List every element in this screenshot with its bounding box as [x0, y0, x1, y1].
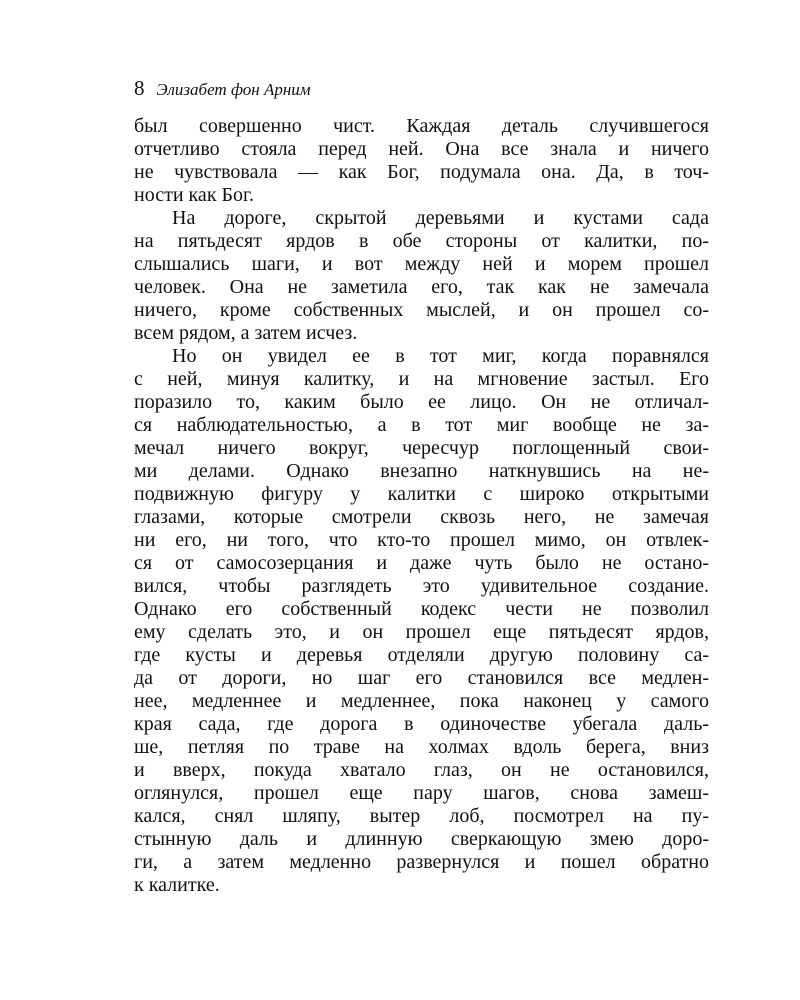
text-line: края сада, где дорога в одиночестве убегала даль-: [134, 713, 709, 735]
text-line: нее, медленнее и медленнее, пока наконец у самого: [134, 690, 709, 712]
text-line: ничего, кроме собственных мыслей, и он прошел со-: [134, 299, 709, 321]
text-line: поразило то, каким было ее лицо. Он не отличал-: [134, 391, 709, 413]
text-line: не чувствовала — как Бог, подумала она. Да, в точ-: [134, 161, 709, 183]
text-line: ги, а затем медленно развернулся и пошел обратно: [134, 851, 709, 873]
text-line: на пятьдесят ярдов в обе стороны от калитки, по-: [134, 230, 709, 252]
text-line: ему сделать это, и он прошел еще пятьдесят ярдов,: [134, 621, 709, 643]
paragraph-start-line: На дороге, скрытой деревьями и кустами сада: [172, 207, 709, 229]
text-line: с ней, минуя калитку, и на мгновение застыл. Его: [134, 368, 709, 390]
text-line: подвижную фигуру у калитки с широко открытыми: [134, 483, 709, 505]
text-line: мечал ничего вокруг, чересчур поглощенный свои-: [134, 437, 709, 459]
text-line: слышались шаги, и вот между ней и морем прошел: [134, 253, 709, 275]
text-line: всем рядом, а затем исчез.: [134, 322, 358, 344]
text-line: ся наблюдательностью, а в тот миг вообще не за-: [134, 414, 709, 436]
text-line: ми делами. Однако внезапно наткнувшись на не-: [134, 460, 709, 482]
text-line: к калитке.: [134, 874, 220, 896]
text-line: ни его, ни того, что кто-то прошел мимо, он отвлек-: [134, 529, 709, 551]
text-line: вился, чтобы разглядеть это удивительное создание.: [134, 575, 709, 597]
text-line: где кусты и деревья отделяли другую половину са-: [134, 644, 709, 666]
text-line: стынную даль и длинную сверкающую змею доро-: [134, 828, 709, 850]
text-line: Однако его собственный кодекс чести не позволил: [134, 598, 709, 620]
body-text: [134, 115, 709, 897]
text-line: человек. Она не заметила его, так как не замечала: [134, 276, 709, 298]
text-line: ся от самосозерцания и даже чуть было не остано-: [134, 552, 709, 574]
paragraph-start-line: Но он увидел ее в тот миг, когда поравнялся: [172, 345, 709, 367]
text-line: ше, петляя по траве на холмах вдоль берега, вниз: [134, 736, 709, 758]
text-line: и вверх, покуда хватало глаз, он не остановился,: [134, 759, 709, 781]
running-head: Элизабет фон Арним: [156, 80, 311, 99]
text-line: глазами, которые смотрели сквозь него, не замечая: [134, 506, 709, 528]
text-line: оглянулся, прошел еще пару шагов, снова замеш-: [134, 782, 709, 804]
text-line: отчетливо стояла перед ней. Она все знала и ничего: [134, 138, 709, 160]
text-line: ности как Бог.: [134, 184, 254, 206]
page-header: [134, 76, 311, 102]
text-line: кался, снял шляпу, вытер лоб, посмотрел на пу-: [134, 805, 709, 827]
text-line: был совершенно чист. Каждая деталь случившегося: [134, 115, 709, 137]
page-number: 8: [134, 76, 145, 100]
text-line: да от дороги, но шаг его становился все медлен-: [134, 667, 709, 689]
